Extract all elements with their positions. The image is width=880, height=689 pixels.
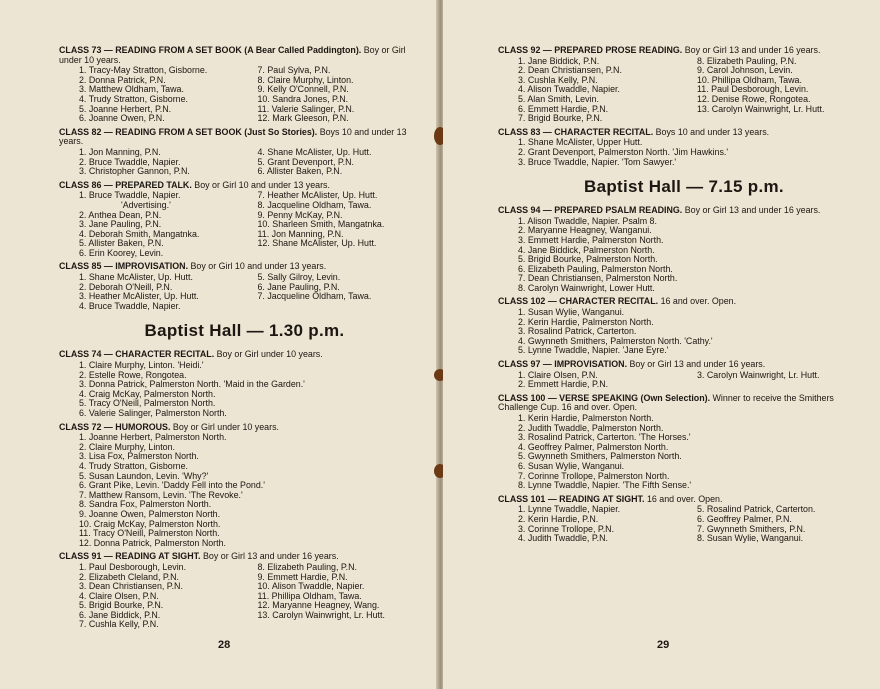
class-eligibility: 16 and over. Open. — [646, 493, 723, 504]
class-eligibility: Winner to receive the Smithers Challenge Cup. 16 and over. Open. — [498, 392, 834, 413]
entry: 1. Lynne Twaddle, Napier. — [518, 504, 621, 515]
entry-list — [518, 308, 870, 356]
class-heading — [59, 262, 430, 272]
class-heading — [59, 46, 430, 65]
class-eligibility: Boy or Girl 10 and under 13 years. — [194, 179, 330, 190]
entry: 9. Joanne Owen, Palmerston North. — [79, 508, 221, 519]
entry: 1. Shane McAlister, Up. Hutt. — [79, 272, 193, 283]
class-block-c72 — [59, 423, 430, 549]
entry: 5. Susan Laundon, Levin. 'Why?' — [79, 470, 209, 481]
entry: 4. Alison Twaddle, Napier. — [518, 84, 620, 95]
entry: 2. Donna Patrick, P.N. — [79, 74, 166, 85]
entry: 4. Gwynneth Smithers, Palmerston North. 'Cathy.' — [518, 335, 713, 346]
entry-list — [518, 57, 870, 124]
entry: 7. Paul Sylva, P.N. — [257, 65, 331, 76]
class-block-c102 — [498, 297, 870, 356]
class-block-c85 — [59, 262, 430, 311]
class-heading — [498, 394, 870, 413]
entry: 10. Craig McKay, Palmerston North. — [79, 518, 221, 529]
entry: 5. Lynne Twaddle, Napier. 'Jane Eyre.' — [518, 345, 669, 356]
class-title: CLASS 83 — CHARACTER RECITAL. — [498, 126, 654, 137]
entry: 7. Matthew Ransom, Levin. 'The Revoke.' — [79, 489, 243, 500]
class-block-c100 — [498, 394, 870, 491]
class-eligibility: Boys 10 and under 13 years. — [655, 126, 770, 137]
class-heading — [498, 46, 870, 56]
right-blocks-bottom — [498, 206, 870, 544]
entry-list — [79, 66, 430, 124]
class-title: CLASS 82 — READING FROM A SET BOOK (Just So Stories). — [59, 126, 318, 137]
class-block-c94 — [498, 206, 870, 293]
class-eligibility: Boys 10 and under 13 years. — [59, 126, 407, 147]
entry-list — [79, 361, 430, 419]
right-blocks-top — [498, 46, 870, 167]
entry: 3. Heather McAlister, Up. Hutt. — [79, 291, 199, 302]
entry: 3. Rosalind Patrick, Carterton. — [518, 326, 637, 337]
entry-list — [79, 273, 430, 311]
entry: 6. Valerie Salinger, Palmerston North. — [79, 408, 227, 418]
page-number: 28 — [218, 639, 231, 651]
entry: 6. Susan Wylie, Wanganui. — [518, 460, 625, 471]
entry: 5. Rosalind Patrick, Carterton. — [697, 504, 816, 515]
entry: 7. Heather McAlister, Up. Hutt. — [257, 190, 378, 201]
class-title: CLASS 72 — HUMOROUS. — [59, 421, 171, 432]
entry: 7. Gwynneth Smithers, P.N. — [697, 523, 806, 534]
class-eligibility: Boy or Girl 13 and under 16 years. — [203, 551, 339, 562]
entry: 11. Phillipa Oldham, Tawa. — [257, 590, 362, 601]
class-block-c97 — [498, 360, 870, 390]
entry: 4. Geoffrey Palmer, Palmerston North. — [518, 441, 669, 452]
entry: 5. Tracy O'Neill, Palmerston North. — [79, 398, 216, 409]
class-heading — [59, 552, 430, 562]
entry: 2. Kerin Hardie, P.N. — [518, 513, 599, 524]
entry: 5. Alan Smith, Levin. — [518, 93, 599, 104]
entry: 7. Corinne Trollope, Palmerston North. — [518, 470, 670, 481]
class-heading — [498, 206, 870, 216]
entry: 2. Anthea Dean, P.N. — [79, 209, 162, 220]
entry: 7. Jacqueline Oldham, Tawa. — [257, 291, 372, 302]
entry-list — [518, 371, 870, 390]
entry: 5. Brigid Bourke, P.N. — [79, 600, 164, 611]
entry: 5. Gwynneth Smithers, Palmerston North. — [518, 451, 682, 462]
entry: 5. Allister Baken, P.N. — [79, 238, 164, 249]
entry: 2. Elizabeth Cleland, P.N. — [79, 571, 179, 582]
entry: 4. Claire Olsen, P.N. — [79, 590, 159, 601]
entry: 3. Christopher Gannon, P.N. — [79, 166, 190, 177]
entry: 11. Valerie Salinger, P.N. — [257, 103, 355, 114]
entry: 4. Craig McKay, Palmerston North. — [79, 388, 216, 399]
entry: 1. Joanne Herbert, Palmerston North. — [79, 432, 227, 443]
entry: 11. Tracy O'Neill, Palmerston North. — [79, 528, 220, 539]
entry: 3. Cushla Kelly, P.N. — [518, 74, 598, 85]
entry: 2. Claire Murphy, Linton. — [79, 441, 176, 452]
entry: 13. Carolyn Wainwright, Lr. Hutt. — [697, 103, 825, 114]
entry: 8. Carolyn Wainwright, Lower Hutt. — [518, 282, 655, 293]
entry: 3. Rosalind Patrick, Carterton. 'The Horses.' — [518, 432, 691, 443]
hall-heading: Baptist Hall — 1.30 p.m. — [144, 321, 345, 341]
entry: 2. Kerin Hardie, Palmerston North. — [518, 316, 654, 327]
entry-list — [518, 138, 870, 167]
class-title: CLASS 73 — READING FROM A SET BOOK (A Bear Called Paddington). — [59, 45, 362, 55]
entry: 1. Jon Manning, P.N. — [79, 146, 161, 157]
entry: 6. Elizabeth Pauling, Palmerston North. — [518, 263, 673, 274]
entry: 2. Bruce Twaddle, Napier. — [79, 156, 181, 167]
entry: 3. Matthew Oldham, Tawa. — [79, 84, 184, 95]
right-page — [443, 0, 880, 689]
hall-heading: Baptist Hall — 7.15 p.m. — [584, 177, 784, 197]
entry: 3. Jane Pauling, P.N. — [79, 219, 162, 230]
entry: 1. Susan Wylie, Wanganui. — [518, 307, 625, 318]
left-blocks-bottom — [59, 350, 430, 630]
entry: 1. Shane McAlister, Upper Hutt. — [518, 137, 643, 148]
entry: 5. Joanne Herbert, P.N. — [79, 103, 172, 114]
entry: 12. Mark Gleeson, P.N. — [257, 113, 349, 124]
class-title: CLASS 97 — IMPROVISATION. — [498, 359, 628, 370]
class-eligibility: Boy or Girl under 10 years. — [172, 421, 279, 432]
entry: 12. Donna Patrick, Palmerston North. — [79, 537, 226, 548]
entry: 4. Deborah Smith, Mangatnka. — [79, 228, 200, 239]
class-heading — [498, 297, 870, 307]
class-eligibility: Boy or Girl 13 and under 16 years. — [629, 359, 766, 370]
entry: 11. Jon Manning, P.N. — [257, 228, 344, 239]
entry: 5. Grant Devenport, P.N. — [257, 156, 355, 167]
entry: 2. Estelle Rowe, Rongotea. — [79, 369, 187, 380]
class-title: CLASS 100 — VERSE SPEAKING (Own Selection). — [498, 392, 711, 403]
entry: 2. Emmett Hardie, P.N. — [518, 379, 609, 390]
class-title: CLASS 102 — CHARACTER RECITAL. — [498, 296, 659, 307]
entry: 'Advertising.' — [121, 199, 171, 210]
entry: 6. Emmett Hardie, P.N. — [518, 103, 609, 114]
entry: 11. Paul Desborough, Levin. — [697, 84, 809, 95]
class-eligibility: Boy or Girl 13 and under 16 years. — [684, 45, 821, 55]
left-page — [0, 0, 438, 689]
entry: 5. Sally Gilroy, Levin. — [257, 272, 341, 283]
class-block-c82 — [59, 128, 430, 177]
entry: 4. Shane McAlister, Up. Hutt. — [257, 146, 372, 157]
class-title: CLASS 92 — PREPARED PROSE READING. — [498, 45, 683, 55]
entry: 4. Jane Biddick, Palmerston North. — [518, 244, 655, 255]
entry-list — [79, 563, 430, 630]
entry: 3. Emmett Hardie, Palmerston North. — [518, 234, 664, 245]
class-heading — [59, 128, 430, 147]
entry: 8. Elizabeth Pauling, P.N. — [257, 561, 357, 572]
entry: 10. Alison Twaddle, Napier. — [257, 581, 365, 592]
class-heading — [59, 350, 430, 360]
class-title: CLASS 94 — PREPARED PSALM READING. — [498, 205, 683, 216]
entry: 2. Dean Christiansen, P.N. — [518, 65, 622, 76]
entry: 9. Penny McKay, P.N. — [257, 209, 343, 220]
entry: 2. Maryanne Heagney, Wanganui. — [518, 225, 652, 236]
class-heading — [498, 495, 870, 505]
entry: 6. Jane Pauling, P.N. — [257, 281, 340, 292]
entry: 8. Sandra Fox, Palmerston North. — [79, 499, 212, 510]
class-title: CLASS 85 — IMPROVISATION. — [59, 261, 189, 272]
entry: 3. Dean Christiansen, P.N. — [79, 581, 183, 592]
class-title: CLASS 101 — READING AT SIGHT. — [498, 493, 645, 504]
class-title: CLASS 74 — CHARACTER RECITAL. — [59, 349, 215, 360]
class-eligibility: 16 and over. Open. — [660, 296, 737, 307]
entry-list — [518, 217, 870, 294]
entry: 4. Judith Twaddle, P.N. — [518, 533, 608, 544]
class-block-c92 — [498, 46, 870, 124]
entry: 1. Kerin Hardie, Palmerston North. — [518, 413, 654, 423]
entry: 3. Bruce Twaddle, Napier. 'Tom Sawyer.' — [518, 156, 677, 167]
entry-list — [518, 414, 870, 491]
entry-list — [79, 148, 430, 177]
entry: 10. Sandra Jones, P.N. — [257, 93, 349, 104]
entry: 4. Bruce Twaddle, Napier. — [79, 300, 181, 311]
entry: 1. Tracy-May Stratton, Gisborne. — [79, 65, 208, 76]
class-eligibility: Boy or Girl under 10 years. — [216, 349, 323, 360]
entry: 3. Donna Patrick, Palmerston North. 'Maid in the Garden.' — [79, 379, 305, 390]
entry: 6. Jane Biddick, P.N. — [79, 609, 161, 620]
class-title: CLASS 86 — PREPARED TALK. — [59, 179, 192, 190]
entry: 13. Carolyn Wainwright, Lr. Hutt. — [257, 609, 385, 620]
entry: 8. Susan Wylie, Wanganui. — [697, 533, 804, 544]
entry: 12. Shane McAlister, Up. Hutt. — [257, 238, 377, 249]
entry: 6. Joanne Owen, P.N. — [79, 113, 165, 124]
class-heading — [59, 423, 430, 433]
entry: 8. Jacqueline Oldham, Tawa. — [257, 199, 372, 210]
entry: 6. Grant Pike, Levin. 'Daddy Fell into the Pond.' — [79, 480, 265, 491]
entry: 3. Lisa Fox, Palmerston North. — [79, 451, 199, 462]
entry: 1. Paul Desborough, Levin. — [79, 561, 187, 572]
entry: 1. Jane Biddick, P.N. — [518, 55, 600, 66]
entry: 9. Emmett Hardie, P.N. — [257, 571, 348, 582]
entry: 1. Claire Murphy, Linton. 'Heidi.' — [79, 360, 204, 371]
entry: 6. Allister Baken, P.N. — [257, 166, 343, 177]
entry: 3. Corinne Trollope, P.N. — [518, 523, 615, 534]
left-blocks-top — [59, 46, 430, 311]
entry: 2. Deborah O'Neill, P.N. — [79, 281, 173, 292]
class-block-c91 — [59, 552, 430, 630]
class-block-c83 — [498, 128, 870, 167]
entry: 1. Alison Twaddle, Napier. Psalm 8. — [518, 215, 657, 226]
entry: 4. Trudy Stratton, Gisborne. — [79, 460, 189, 471]
entry: 1. Claire Olsen, P.N. — [518, 369, 598, 380]
entry: 8. Elizabeth Pauling, P.N. — [697, 55, 797, 66]
entry: 7. Cushla Kelly, P.N. — [79, 619, 159, 630]
entry: 5. Brigid Bourke, Palmerston North. — [518, 254, 658, 265]
page-number: 29 — [657, 639, 670, 651]
class-block-c73 — [59, 46, 430, 124]
entry: 12. Denise Rowe, Rongotea. — [697, 93, 811, 104]
entry: 12. Maryanne Heagney, Wang. — [257, 600, 380, 611]
entry-list — [79, 191, 430, 258]
entry: 8. Lynne Twaddle, Napier. 'The Fifth Sense.' — [518, 480, 692, 491]
entry: 7. Brigid Bourke, P.N. — [518, 113, 603, 124]
class-block-c101 — [498, 495, 870, 544]
class-heading — [59, 181, 430, 191]
class-title: CLASS 91 — READING AT SIGHT. — [59, 551, 201, 562]
entry: 9. Kelly O'Connell, P.N. — [257, 84, 349, 95]
entry: 3. Carolyn Wainwright, Lr. Hutt. — [697, 369, 820, 380]
entry: 4. Trudy Stratton, Gisborne. — [79, 93, 189, 104]
entry: 8. Claire Murphy, Linton. — [257, 74, 354, 85]
class-heading — [498, 360, 870, 370]
entry: 2. Grant Devenport, Palmerston North. 'Jim Hawkins.' — [518, 146, 729, 157]
entry-list — [79, 433, 430, 548]
entry: 6. Erin Koorey, Levin. — [79, 247, 164, 258]
class-eligibility: Boy or Girl 13 and under 16 years. — [684, 205, 821, 216]
class-eligibility: Boy or Girl under 10 years. — [59, 45, 406, 65]
entry: 7. Dean Christiansen, Palmerston North. — [518, 273, 678, 284]
entry: 9. Carol Johnson, Levin. — [697, 65, 793, 76]
class-block-c86 — [59, 181, 430, 259]
entry: 10. Phillipa Oldham, Tawa. — [697, 74, 802, 85]
entry: 1. Bruce Twaddle, Napier. — [79, 190, 181, 201]
entry: 10. Sharleen Smith, Mangatnka. — [257, 219, 385, 230]
entry-list — [518, 505, 870, 543]
class-block-c74 — [59, 350, 430, 418]
class-heading — [498, 128, 870, 138]
entry: 2. Judith Twaddle, Palmerston North. — [518, 422, 664, 433]
class-eligibility: Boy or Girl 10 and under 13 years. — [190, 261, 327, 272]
entry: 6. Geoffrey Palmer, P.N. — [697, 513, 792, 524]
